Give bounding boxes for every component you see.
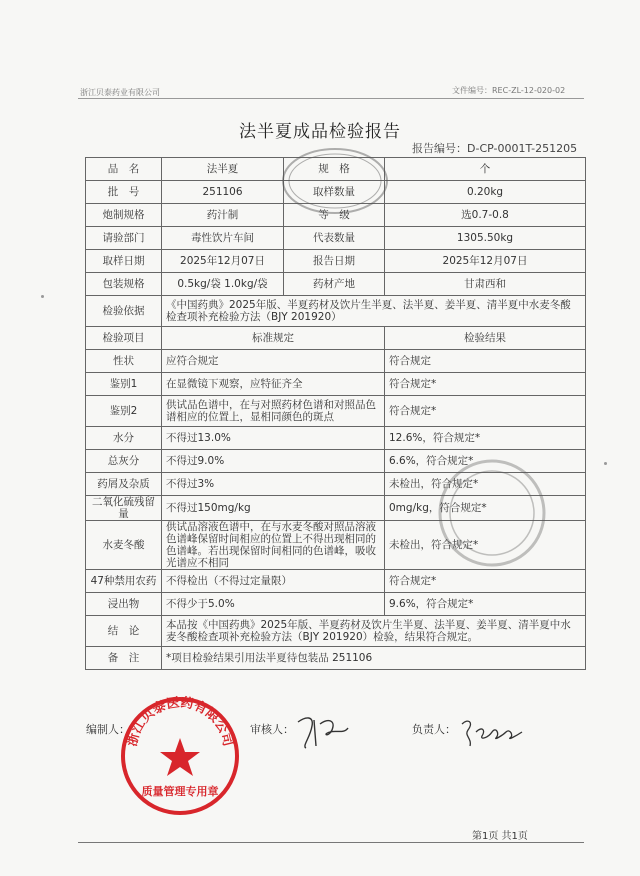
result-value: 9.6%，符合规定* bbox=[385, 593, 586, 616]
inspection-stamp bbox=[280, 146, 390, 216]
result-standard: 不得过9.0% bbox=[162, 450, 385, 473]
result-item: 水分 bbox=[86, 427, 162, 450]
reviewer-signature bbox=[292, 708, 352, 752]
page-footer: 第1页 共1页 bbox=[472, 831, 528, 842]
result-item: 鉴别1 bbox=[86, 373, 162, 396]
result-row bbox=[86, 396, 586, 427]
result-row bbox=[86, 593, 586, 616]
origin-label: 药材产地 bbox=[284, 273, 385, 296]
package-value: 0.5kg/袋 1.0kg/袋 bbox=[162, 273, 284, 296]
sample-date-label: 取样日期 bbox=[86, 250, 162, 273]
remark-row bbox=[86, 647, 586, 670]
responsible-label: 负责人： bbox=[412, 723, 456, 736]
rep-qty-label: 代表数量 bbox=[284, 227, 385, 250]
sample-date-value: 2025年12月07日 bbox=[162, 250, 284, 273]
grade-value: 选0.7-0.8 bbox=[385, 204, 586, 227]
scan-speck bbox=[41, 295, 44, 298]
result-value: 符合规定* bbox=[385, 373, 586, 396]
spec-value: 个 bbox=[385, 158, 586, 181]
col-item-header: 检验项目 bbox=[86, 327, 162, 350]
star-icon bbox=[160, 738, 200, 776]
grade-label: 等 级 bbox=[284, 204, 385, 227]
result-value: 未检出，符合规定* bbox=[385, 521, 586, 570]
result-standard: 不得过150mg/kg bbox=[162, 496, 385, 521]
process-value: 药汁制 bbox=[162, 204, 284, 227]
result-standard: 不得过13.0% bbox=[162, 427, 385, 450]
result-standard: 不得少于5.0% bbox=[162, 593, 385, 616]
dept-label: 请验部门 bbox=[86, 227, 162, 250]
remark-label: 备 注 bbox=[86, 647, 162, 670]
result-standard: 在显微镜下观察，应特征齐全 bbox=[162, 373, 385, 396]
stamp-company-text: 浙江贝泰医药有限公司 bbox=[124, 695, 236, 748]
rep-qty-value: 1305.50kg bbox=[385, 227, 586, 250]
header-doc-code: 文件编号：REC-ZL-12-020-02 bbox=[452, 86, 566, 95]
scan-speck bbox=[604, 462, 607, 465]
product-name-label: 品 名 bbox=[86, 158, 162, 181]
process-label: 炮制规格 bbox=[86, 204, 162, 227]
result-value: 12.6%，符合规定* bbox=[385, 427, 586, 450]
info-row bbox=[86, 250, 586, 273]
conclusion-label: 结 论 bbox=[86, 616, 162, 647]
result-item: 47种禁用农药 bbox=[86, 570, 162, 593]
sample-qty-label: 取样数量 bbox=[284, 181, 385, 204]
info-row bbox=[86, 227, 586, 250]
result-item: 药屑及杂质 bbox=[86, 473, 162, 496]
basis-row bbox=[86, 296, 586, 327]
prepared-by-label: 编制人： bbox=[86, 723, 130, 736]
result-standard: 供试品色谱中，在与对照药材色谱和对照品色谱相应的位置上，显相同颜色的斑点 bbox=[162, 396, 385, 427]
conclusion-text: 本品按《中国药典》2025年版、半夏药材及饮片生半夏、法半夏、姜半夏、清半夏中水麦冬酸检查项补充检验方法（BJY 201920）检验，结果符合规定。 bbox=[162, 616, 586, 647]
stamp-purpose-text: 质量管理专用章 bbox=[141, 785, 219, 798]
sample-qty-value: 0.20kg bbox=[385, 181, 586, 204]
col-result-header: 检验结果 bbox=[385, 327, 586, 350]
result-item: 二氧化硫残留量 bbox=[86, 496, 162, 521]
basis-label: 检验依据 bbox=[86, 296, 162, 327]
responsible-signature bbox=[456, 712, 530, 752]
dept-value: 毒性饮片车间 bbox=[162, 227, 284, 250]
batch-value: 251106 bbox=[162, 181, 284, 204]
package-label: 包装规格 bbox=[86, 273, 162, 296]
info-row bbox=[86, 273, 586, 296]
origin-value: 甘肃西和 bbox=[385, 273, 586, 296]
result-value: 未检出，符合规定* bbox=[385, 473, 586, 496]
header-divider bbox=[78, 98, 584, 99]
spec-label: 规 格 bbox=[284, 158, 385, 181]
result-row bbox=[86, 350, 586, 373]
conclusion-row bbox=[86, 616, 586, 647]
col-standard-header: 标准规定 bbox=[162, 327, 385, 350]
report-number: 报告编号：D-CP-0001T-251205 bbox=[412, 142, 578, 155]
batch-label: 批 号 bbox=[86, 181, 162, 204]
result-value: 符合规定* bbox=[385, 396, 586, 427]
result-item: 总灰分 bbox=[86, 450, 162, 473]
report-date-label: 报告日期 bbox=[284, 250, 385, 273]
results-header-row bbox=[86, 327, 586, 350]
result-item: 性状 bbox=[86, 350, 162, 373]
product-name: 法半夏 bbox=[162, 158, 284, 181]
report-date-value: 2025年12月07日 bbox=[385, 250, 586, 273]
result-row bbox=[86, 570, 586, 593]
result-value: 0mg/kg，符合规定* bbox=[385, 496, 586, 521]
result-value: 符合规定 bbox=[385, 350, 586, 373]
qc-stamp bbox=[432, 458, 552, 568]
inspection-table bbox=[85, 157, 586, 670]
reviewer-label: 审核人： bbox=[250, 723, 294, 736]
result-row bbox=[86, 427, 586, 450]
result-standard: 供试品溶液色谱中，在与水麦冬酸对照品溶液色谱峰保留时间相应的位置上不得出现相同的色谱峰。若出现保留时间相同的色谱峰，吸收光谱应不相同 bbox=[162, 521, 385, 570]
remark-text: *项目检验结果引用法半夏待包装品 251106 bbox=[162, 647, 586, 670]
result-row bbox=[86, 373, 586, 396]
footer-divider bbox=[78, 842, 584, 843]
result-item: 浸出物 bbox=[86, 593, 162, 616]
result-standard: 不得过3% bbox=[162, 473, 385, 496]
page-title: 法半夏成品检验报告 bbox=[239, 122, 401, 142]
result-item: 鉴别2 bbox=[86, 396, 162, 427]
result-value: 符合规定* bbox=[385, 570, 586, 593]
basis-value: 《中国药典》2025年版、半夏药材及饮片生半夏、法半夏、姜半夏、清半夏中水麦冬酸检查项补充检验方法（BJY 201920） bbox=[162, 296, 586, 327]
result-standard: 不得检出（不得过定量限） bbox=[162, 570, 385, 593]
quality-stamp bbox=[118, 694, 242, 818]
result-value: 6.6%，符合规定* bbox=[385, 450, 586, 473]
result-item: 水麦冬酸 bbox=[86, 521, 162, 570]
header-company: 浙江贝泰药业有限公司 bbox=[80, 88, 160, 97]
result-standard: 应符合规定 bbox=[162, 350, 385, 373]
